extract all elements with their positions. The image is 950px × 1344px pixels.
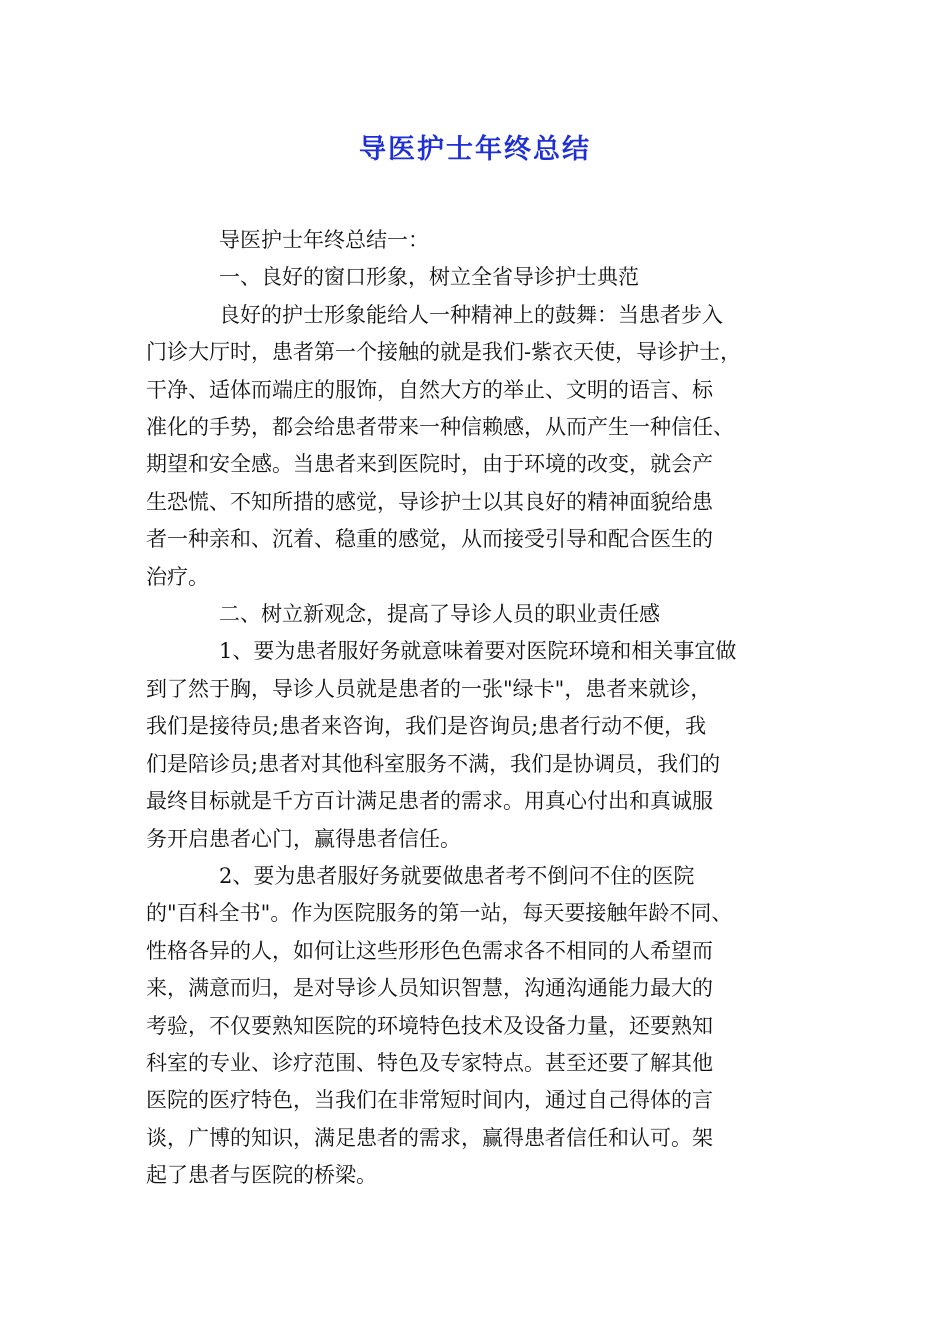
text-line: 2、要为患者服好务就要做患者考不倒问不住的医院 — [219, 863, 695, 888]
section-heading: 一、良好的窗口形象，树立全省导诊护士典范 — [219, 265, 639, 290]
text-line: 务开启患者心门，赢得患者信任。 — [146, 826, 461, 851]
text-line: 性格各异的人，如何让这些形形色色需求各不相同的人希望而 — [146, 938, 713, 963]
text-line: 我们是接待员;患者来咨询，我们是咨询员;患者行动不便，我 — [146, 714, 707, 739]
paragraph — [146, 297, 806, 596]
text-line: 门诊大厅时，患者第一个接触的就是我们-紫衣天使，导诊护士， — [146, 340, 742, 365]
subtitle: 导医护士年终总结一： — [219, 228, 429, 252]
text-line: 生恐慌、不知所措的感觉，导诊护士以其良好的精神面貌给患 — [146, 489, 713, 514]
text-line: 的"百科全书"。作为医院服务的第一站，每天要接触年龄不同、 — [146, 901, 733, 926]
text-line: 最终目标就是千方百计满足患者的需求。用真心付出和真诚服 — [146, 789, 713, 814]
text-line: 1、要为患者服好务就意味着要对医院环境和相关事宜做 — [219, 639, 737, 664]
text-line: 医院的医疗特色，当我们在非常短时间内，通过自己得体的言 — [146, 1088, 713, 1113]
text-line: 准化的手势，都会给患者带来一种信赖感，从而产生一种信任、 — [146, 415, 734, 440]
text-line: 考验，不仅要熟知医院的环境特色技术及设备力量，还要熟知 — [146, 1013, 713, 1038]
paragraph — [146, 858, 806, 1195]
text-line: 们是陪诊员;患者对其他科室服务不满，我们是协调员，我们的 — [146, 751, 721, 776]
text-line: 来，满意而归，是对导诊人员知识智慧，沟通沟通能力最大的 — [146, 976, 713, 1001]
text-line: 到了然于胸，导诊人员就是患者的一张"绿卡"，患者来就诊， — [146, 676, 712, 701]
text-line: 良好的护士形象能给人一种精神上的鼓舞：当患者步入 — [219, 302, 723, 327]
text-line: 治疗。 — [146, 564, 209, 589]
document-title: 导医护士年终总结 — [359, 134, 591, 165]
text-line: 期望和安全感。当患者来到医院时，由于环境的改变，就会产 — [146, 452, 713, 477]
section-heading: 二、树立新观念，提高了导诊人员的职业责任感 — [219, 602, 660, 627]
text-line: 谈，广博的知识，满足患者的需求，赢得患者信任和认可。架 — [146, 1125, 713, 1150]
document-body — [146, 222, 806, 1195]
text-line: 起了患者与医院的桥梁。 — [146, 1163, 377, 1188]
paragraph — [146, 633, 806, 857]
text-line: 者一种亲和、沉着、稳重的感觉，从而接受引导和配合医生的 — [146, 527, 713, 552]
text-line: 科室的专业、诊疗范围、特色及专家特点。甚至还要了解其他 — [146, 1050, 713, 1075]
text-line: 干净、适体而端庄的服饰，自然大方的举止、文明的语言、标 — [146, 377, 713, 402]
